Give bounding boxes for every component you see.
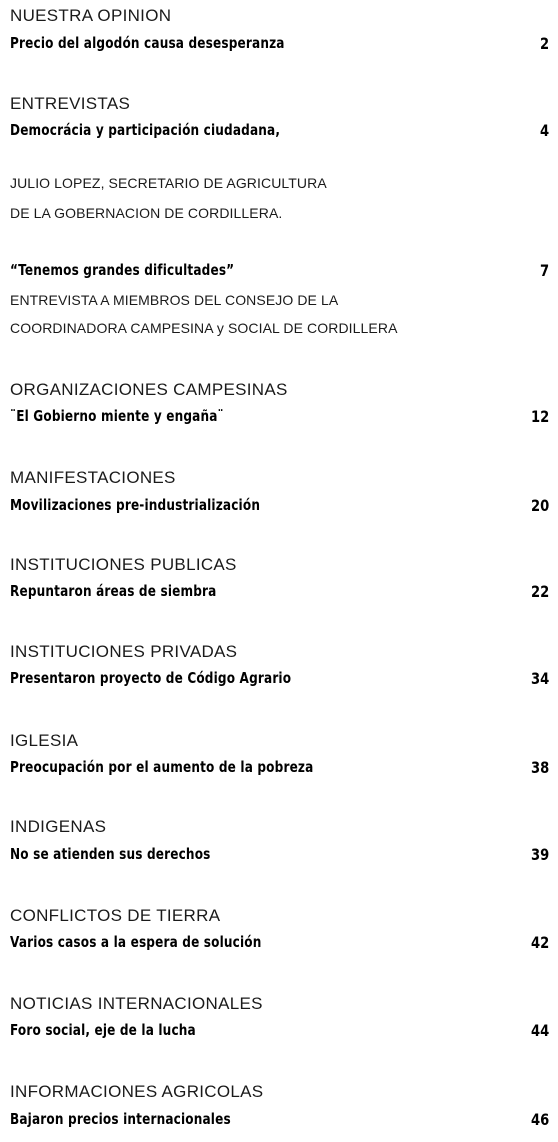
entry-page-number: 42 — [530, 933, 549, 952]
entry-page-number: 46 — [530, 1110, 549, 1129]
entry-page-number: 20 — [530, 496, 549, 515]
entry-page-number: 38 — [530, 758, 549, 777]
toc-entry[interactable] — [0, 845, 558, 869]
entry-title: Precio del algodón causa desesperanza — [10, 34, 285, 52]
toc-entry[interactable] — [0, 121, 558, 145]
entry-page-number: 4 — [539, 121, 549, 140]
entry-page-number: 12 — [530, 407, 549, 426]
toc-entry[interactable] — [0, 1110, 558, 1134]
entry-title: Varios casos a la espera de solución — [10, 933, 262, 951]
toc-entry[interactable] — [0, 582, 558, 606]
entry-subtitle-line: JULIO LOPEZ, SECRETARIO DE AGRICULTURA — [10, 175, 327, 191]
entry-page-number: 34 — [530, 669, 549, 688]
category-organizaciones-campesinas: ORGANIZACIONES CAMPESINAS — [10, 380, 288, 399]
toc-entry[interactable] — [0, 34, 558, 58]
entry-page-number: 7 — [539, 261, 549, 280]
entry-title: “Tenemos grandes dificultades” — [10, 261, 235, 279]
category-iglesia: IGLESIA — [10, 731, 79, 750]
entry-page-number: 39 — [530, 845, 549, 864]
toc-entry[interactable] — [0, 407, 558, 431]
entry-title: Democrácia y participación ciudadana, — [10, 121, 281, 139]
entry-title: No se atienden sus derechos — [10, 845, 211, 863]
toc-entry[interactable] — [0, 933, 558, 957]
entry-title: Repuntaron áreas de siembra — [10, 582, 217, 600]
entry-title: Bajaron precios internacionales — [10, 1110, 231, 1128]
entry-title: Movilizaciones pre-industrialización — [10, 496, 261, 514]
category-instituciones-privadas: INSTITUCIONES PRIVADAS — [10, 642, 238, 661]
toc-entry[interactable] — [0, 758, 558, 782]
toc-entry[interactable] — [0, 261, 558, 285]
category-manifestaciones: MANIFESTACIONES — [10, 468, 176, 487]
category-instituciones-publicas: INSTITUCIONES PUBLICAS — [10, 555, 237, 574]
toc-entry[interactable] — [0, 496, 558, 520]
category-conflictos-de-tierra: CONFLICTOS DE TIERRA — [10, 906, 221, 925]
entry-page-number: 44 — [530, 1021, 549, 1040]
entry-title: Presentaron proyecto de Código Agrario — [10, 669, 292, 687]
toc-entry[interactable] — [0, 669, 558, 693]
toc-entry[interactable] — [0, 1021, 558, 1045]
entry-page-number: 2 — [539, 34, 549, 53]
entry-title: ¨El Gobierno miente y engaña¨ — [10, 407, 224, 425]
entry-title: Preocupación por el aumento de la pobreza — [10, 758, 314, 776]
category-nuestra-opinion: NUESTRA OPINION — [10, 6, 172, 25]
entry-subtitle-line: COORDINADORA CAMPESINA y SOCIAL DE CORDILLERA — [10, 320, 398, 336]
entry-subtitle-line: DE LA GOBERNACION DE CORDILLERA. — [10, 205, 283, 221]
entry-page-number: 22 — [530, 582, 549, 601]
category-indigenas: INDIGENAS — [10, 817, 107, 836]
entry-subtitle-line: ENTREVISTA A MIEMBROS DEL CONSEJO DE LA — [10, 292, 339, 308]
entry-title: Foro social, eje de la lucha — [10, 1021, 196, 1039]
category-informaciones-agricolas: INFORMACIONES AGRICOLAS — [10, 1082, 264, 1101]
category-noticias-internacionales: NOTICIAS INTERNACIONALES — [10, 994, 263, 1013]
category-entrevistas: ENTREVISTAS — [10, 94, 131, 113]
